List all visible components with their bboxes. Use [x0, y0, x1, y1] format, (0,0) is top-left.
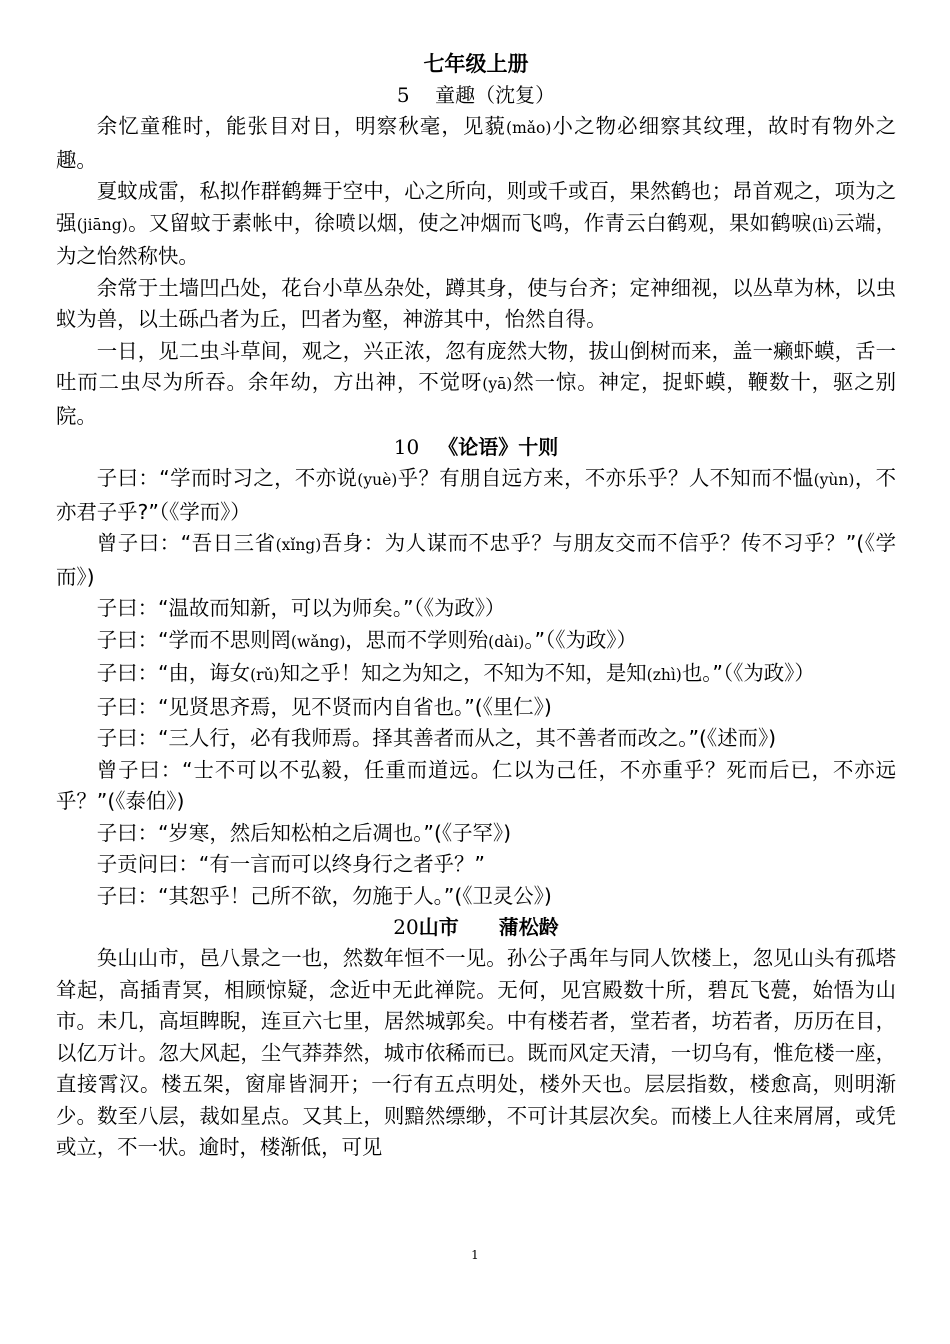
section-heading — [56, 80, 896, 111]
paragraph — [56, 336, 896, 433]
text-run: 子贡问曰：“有一言而可以终身行之者乎？” — [96, 852, 485, 876]
pinyin-annotation: (zhì) — [646, 666, 682, 684]
text-run: 子曰：“温故而知新，可以为师矣。”（《为政》） — [96, 596, 506, 620]
document-body — [56, 44, 896, 1164]
text-run: 子曰：“学而时习之，不亦说 — [96, 466, 358, 490]
text-run: 曾子曰：“士不可以不弘毅，任重而道远。仁以为己任，不亦重乎？死而后已，不亦远乎？”(《泰伯》) — [56, 757, 896, 813]
paragraph — [56, 881, 896, 913]
paragraph — [56, 176, 896, 273]
section-number: 10 — [393, 435, 420, 459]
section-title: 山市 蒲松龄 — [418, 915, 559, 939]
pinyin-annotation: (yuè) — [357, 471, 398, 489]
section-number: 5 — [396, 83, 410, 107]
text-run: 子曰：“学而不思则罔 — [96, 627, 291, 652]
text-run: 子曰：“由，诲女 — [96, 661, 251, 685]
text-run: 乎？有朋自远方来，不亦乐乎？人不知而不愠 — [397, 466, 814, 490]
paragraph — [56, 723, 896, 755]
paragraph — [56, 111, 896, 176]
text-run: ，不亦君子乎?”（《学而》） — [56, 466, 897, 524]
pinyin-annotation: (dài) — [488, 632, 525, 651]
text-run: 子曰：“见贤思齐焉，见不贤而内自省也。”(《里仁》) — [96, 694, 552, 719]
text-run: 知之乎！知之为知之，不知为不知，是知 — [279, 661, 647, 685]
paragraph — [56, 528, 896, 593]
pinyin-annotation: (lì) — [811, 215, 834, 234]
text-run: 子曰：“其恕乎！己所不欲，勿施于人。”(《卫灵公》) — [96, 883, 552, 908]
section-title: 《论语》十则 — [438, 435, 559, 459]
text-run: 云端，为之怡然称快。 — [56, 210, 897, 268]
pinyin-annotation: (yùn) — [813, 471, 855, 489]
page-title: 七年级上册 — [423, 52, 529, 76]
paragraph — [56, 818, 896, 850]
pinyin-annotation: (jiāng) — [76, 215, 128, 234]
pinyin-annotation: (mǎo) — [506, 119, 552, 137]
text-run: 奂山山市，邑八景之一也，然数年恒不一见。孙公子禹年与同人饮楼上，忽见山头有孤塔耸起，高插青冥，相顾惊疑，念近中无此禅院。无何，见宫殿数十所，碧瓦飞甍，始悟为山市。未几，高垣睥睨，连亘六七里，居然城郭矣。中有楼若者，堂若者，坊若者，历历在目，以亿万计。忽大风起，尘气莽莽然，城市依稀而已。既而风定天清，一切乌有，惟危楼一座，直接霄汉。楼五架，窗扉皆洞开；一行有五点明处，楼外天也。层层指数，楼愈高，则明渐少。数至八层，裁如星点。又其上，则黯然缥缈，不可计其层次矣。而楼上人往来屑屑，或凭或立，不一状。逾时，楼渐低，可见 — [56, 946, 896, 1159]
text-run: 。又留蚊于素帐中，徐喷以烟，使之冲烟而飞鸣，作青云白鹤观，果如鹤唳 — [127, 210, 812, 235]
pinyin-annotation: (rǔ) — [250, 666, 280, 684]
pinyin-annotation: (wǎng) — [290, 632, 346, 651]
text-run: 也。”（《为政》） — [681, 661, 815, 685]
pinyin-annotation: (yā) — [482, 375, 513, 393]
paragraph — [56, 849, 896, 881]
pinyin-annotation: (xǐng) — [275, 536, 322, 554]
text-run: 曾子曰：“吾日三省 — [96, 531, 276, 555]
page-number: 1 — [471, 1248, 479, 1262]
section-heading — [56, 432, 896, 463]
text-run: 一日，见二虫斗草间，观之，兴正浓，忽有庞然大物，拔山倒树而来，盖一癞虾蟆，舌一吐而二虫尽为所吞。余年幼，方出神，不觉呀 — [56, 338, 896, 394]
section-number: 20 — [393, 915, 419, 939]
paragraph — [56, 273, 896, 336]
text-run: 吾身：为人谋而不忠乎？与朋友交而不信乎？传不习乎？”(《学而》) — [56, 531, 896, 589]
paragraph — [56, 658, 896, 692]
text-run: 余忆童稚时，能张目对日，明察秋毫，见藐 — [96, 114, 507, 138]
paragraph — [56, 755, 896, 818]
paragraph — [56, 943, 896, 1164]
paragraph — [56, 593, 896, 625]
text-run: 。”（《为政》） — [524, 627, 637, 652]
text-run: 子曰：“三人行，必有我师焉。择其善者而从之，其不善者而改之。”(《述而》) — [96, 726, 777, 750]
paragraph — [56, 692, 896, 724]
paragraph — [56, 463, 896, 528]
section-heading — [56, 912, 896, 943]
text-run: 小之物必细察其纹理，故时有物外之趣。 — [56, 114, 896, 172]
paragraph — [56, 625, 896, 659]
text-run: 夏蚊成雷，私拟作群鹤舞于空中，心之所向，则或千或百，果然鹤也；昂首观之，项为之强 — [56, 179, 896, 235]
text-run: 子曰：“岁寒，然后知松柏之后凋也。”(《子罕》) — [96, 820, 512, 845]
text-run: ，思而不学则殆 — [345, 627, 489, 652]
text-run: 余常于土墙凹凸处，花台小草丛杂处，蹲其身，使与台齐；定神细视，以丛草为林，以虫蚁为兽，以土砾凸者为丘，凹者为壑，神游其中，怡然自得。 — [56, 275, 896, 331]
text-run: 然一惊。神定，捉虾蟆，鞭数十，驱之别院。 — [56, 370, 896, 428]
section-title: 童趣（沈复） — [435, 83, 556, 107]
